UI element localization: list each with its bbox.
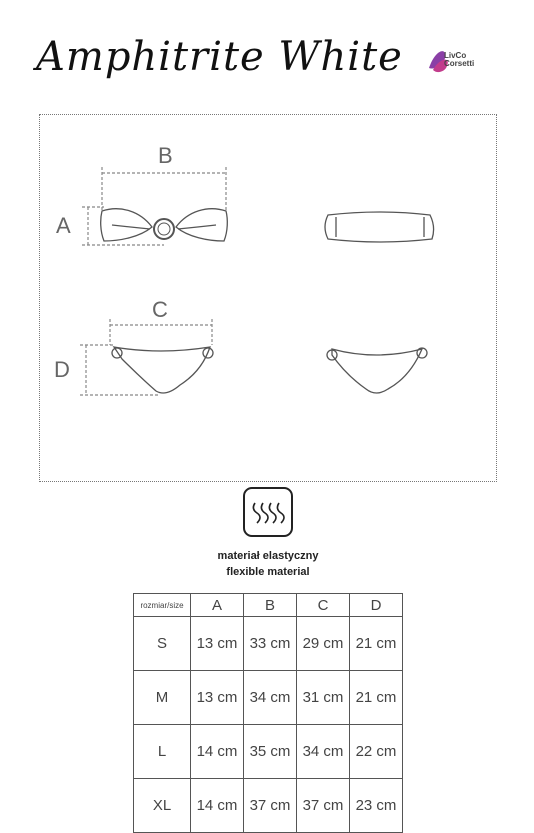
table-cell: 22 cm — [350, 725, 403, 779]
size-label: XL — [134, 779, 191, 833]
table-cell: 34 cm — [297, 725, 350, 779]
table-cell: 29 cm — [297, 617, 350, 671]
brand-logo-text — [444, 52, 474, 68]
column-header: C — [297, 594, 350, 617]
elastic-wavy-lines-icon — [243, 487, 293, 537]
size-table-header — [134, 594, 403, 617]
column-header: D — [350, 594, 403, 617]
size-table — [133, 593, 403, 833]
product-title: Amphitrite White — [36, 34, 403, 80]
dimension-label-d: D — [54, 357, 70, 382]
brief-back-drawing — [327, 348, 427, 393]
table-cell: 33 cm — [244, 617, 297, 671]
size-label: M — [134, 671, 191, 725]
table-cell: 35 cm — [244, 725, 297, 779]
material-polish: materiał elastyczny — [217, 550, 319, 562]
size-label: S — [134, 617, 191, 671]
brief-front-drawing — [112, 347, 213, 393]
dimension-label-c: C — [152, 297, 168, 322]
table-cell: 37 cm — [297, 779, 350, 833]
table-row — [134, 671, 403, 725]
table-cell: 31 cm — [297, 671, 350, 725]
table-cell: 34 cm — [244, 671, 297, 725]
column-header: A — [191, 594, 244, 617]
table-cell: 21 cm — [350, 617, 403, 671]
table-row — [134, 725, 403, 779]
dimension-label-b: B — [158, 143, 173, 168]
size-label: L — [134, 725, 191, 779]
table-cell: 37 cm — [244, 779, 297, 833]
logo-text-bottom: Corsetti — [444, 59, 475, 68]
table-cell: 13 cm — [191, 617, 244, 671]
table-cell: 14 cm — [191, 725, 244, 779]
table-row — [134, 779, 403, 833]
column-header: B — [244, 594, 297, 617]
table-cell: 21 cm — [350, 671, 403, 725]
corner-label: rozmiar/size — [134, 594, 191, 617]
material-caption — [180, 548, 356, 580]
bra-back-drawing — [325, 212, 434, 242]
material-english: flexible material — [226, 566, 310, 578]
bra-front-drawing — [101, 209, 228, 241]
table-cell: 14 cm — [191, 779, 244, 833]
dimension-label-a: A — [56, 213, 71, 238]
table-row — [134, 617, 403, 671]
garment-diagram — [39, 114, 497, 482]
table-cell: 13 cm — [191, 671, 244, 725]
logo-text-top: LivCo — [444, 51, 467, 60]
table-cell: 23 cm — [350, 779, 403, 833]
